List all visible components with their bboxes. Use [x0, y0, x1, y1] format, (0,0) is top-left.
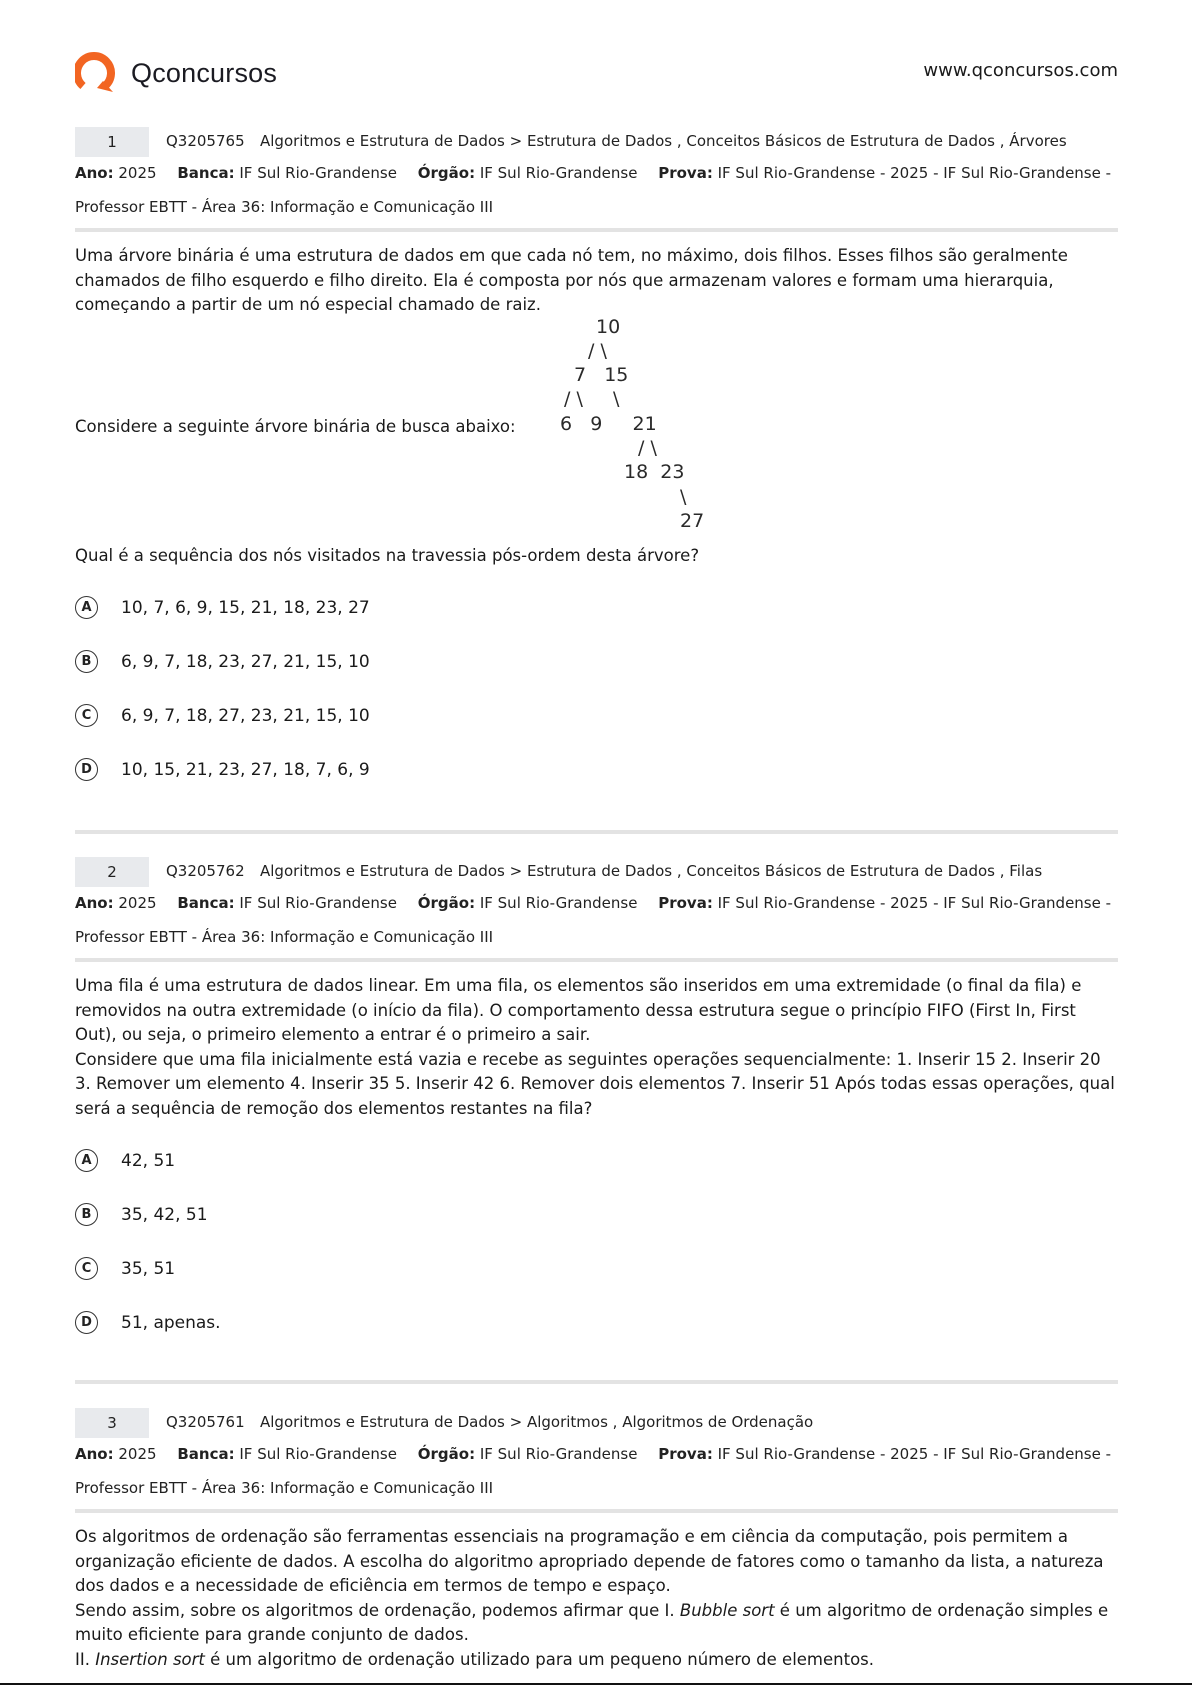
text-segment: é um algoritmo de ordenação simples e muito eficiente para grande conjunto de dados.: [75, 1600, 1109, 1644]
question-meta: [75, 158, 1118, 188]
option-letter-b[interactable]: B: [75, 650, 98, 673]
question-topic: Algoritmos e Estrutura de Dados > Estrutura de Dados , Conceitos Básicos de Estrutura de Dados , Filas: [260, 862, 1043, 880]
option-text: 35, 42, 51: [121, 1205, 208, 1225]
option-c[interactable]: [75, 1257, 1118, 1311]
option-text: 6, 9, 7, 18, 23, 27, 21, 15, 10: [121, 651, 370, 672]
orgao-value: IF Sul Rio-Grandense: [479, 164, 638, 182]
question-code-link[interactable]: Q3205765: [166, 132, 245, 150]
option-text: 10, 15, 21, 23, 27, 18, 7, 6, 9: [121, 759, 370, 780]
question-text: Uma árvore binária é uma estrutura de dados em que cada nó tem, no máximo, dois filhos. Esses filhos são geralmente chamados de filho esquerdo e filho direito. Ela é composta por nós que armazenam valores e formam uma hierarquia, começando a partir de um nó especial chamado de raiz.: [75, 246, 1068, 314]
banca-label: Banca:: [177, 1445, 235, 1463]
question-code-link[interactable]: Q3205762: [166, 862, 245, 880]
orgao-label: Órgão:: [417, 894, 476, 912]
prova-value: IF Sul Rio-Grandense - 2025 - IF Sul Rio-Grandense -: [717, 1445, 1112, 1463]
tree-node-27: 27: [680, 510, 705, 532]
option-text: 10, 7, 6, 9, 15, 21, 18, 23, 27: [121, 597, 370, 618]
ano-label: Ano:: [75, 1445, 114, 1463]
option-letter-c[interactable]: C: [75, 704, 98, 727]
question-text: Os algoritmos de ordenação são ferramentas essenciais na programação e em ciência da computação, pois permitem a organização eficiente de dados. A escolha do algoritmo apropriado depende de fatores como o tamanho da lista, a natureza dos dados e a necessidade de eficiência em termos de tempo e espaço.: [75, 1527, 1104, 1595]
option-a[interactable]: [75, 596, 1118, 650]
option-a[interactable]: [75, 1149, 1118, 1203]
prova-label: Prova:: [658, 164, 713, 182]
question-topic: Algoritmos e Estrutura de Dados > Algoritmos , Algoritmos de Ordenação: [260, 1413, 814, 1431]
ano-value: 2025: [118, 894, 157, 912]
prova-value: IF Sul Rio-Grandense - 2025 - IF Sul Rio-Grandense -: [717, 164, 1112, 182]
question-card-3: [75, 1408, 1118, 1672]
ano-label: Ano:: [75, 894, 114, 912]
orgao-label: Órgão:: [417, 1445, 476, 1463]
banca-value: IF Sul Rio-Grandense: [239, 1445, 397, 1463]
ano-label: Ano:: [75, 164, 114, 182]
text-segment: é um algoritmo de ordenação utilizado para um pequeno número de elementos.: [204, 1649, 875, 1669]
question-topic: Algoritmos e Estrutura de Dados > Estrutura de Dados , Conceitos Básicos de Estrutura de Dados , Árvores: [260, 132, 1067, 150]
tree-node-10: 10: [596, 316, 621, 338]
orgao-value: IF Sul Rio-Grandense: [479, 1445, 638, 1463]
question-meta: [75, 1439, 1118, 1469]
option-text: 6, 9, 7, 18, 27, 23, 21, 15, 10: [121, 705, 370, 726]
banca-value: IF Sul Rio-Grandense: [239, 164, 397, 182]
brand-name: Qconcursos: [131, 58, 278, 88]
term-bubble-sort: Bubble sort: [679, 1600, 775, 1620]
question-number: 2: [75, 857, 149, 887]
option-letter-a[interactable]: A: [75, 1149, 98, 1172]
question-card-2: [75, 857, 1118, 1365]
ano-value: 2025: [118, 1445, 157, 1463]
question-text-3: [75, 1648, 1118, 1673]
option-c[interactable]: [75, 704, 1118, 758]
prova-label: Prova:: [658, 894, 713, 912]
orgao-value: IF Sul Rio-Grandense: [479, 894, 638, 912]
question-prompt: Qual é a sequência dos nós visitados na travessia pós-ordem desta árvore?: [75, 546, 700, 565]
text-segment: Sendo assim, sobre os algoritmos de ordenação, podemos afirmar que I.: [75, 1600, 680, 1620]
option-letter-b[interactable]: B: [75, 1203, 98, 1226]
qconcursos-logo-icon: [75, 48, 119, 94]
banca-label: Banca:: [177, 164, 235, 182]
site-url-link[interactable]: www.qconcursos.com: [923, 60, 1118, 81]
question-meta: [75, 888, 1118, 918]
divider: [75, 228, 1118, 232]
question-text-2: [75, 1599, 1118, 1648]
binary-tree-figure: [560, 316, 720, 536]
prova-value: IF Sul Rio-Grandense - 2025 - IF Sul Rio-Grandense -: [717, 894, 1112, 912]
option-letter-c[interactable]: C: [75, 1257, 98, 1280]
option-text: 35, 51: [121, 1259, 176, 1279]
prova-label: Prova:: [658, 1445, 713, 1463]
orgao-label: Órgão:: [417, 164, 476, 182]
option-text: 51, apenas.: [121, 1313, 221, 1333]
prova-continuation: Professor EBTT - Área 36: Informação e Comunicação III: [75, 198, 494, 216]
text-segment: II.: [75, 1649, 96, 1669]
tree-row-18-23: 18 23: [624, 461, 685, 483]
option-d[interactable]: [75, 758, 1118, 812]
tree-edges: / \: [638, 437, 657, 459]
divider: [75, 958, 1118, 962]
tree-edge: \: [680, 486, 687, 508]
option-b[interactable]: [75, 1203, 1118, 1257]
question-card-1: [75, 127, 1118, 318]
question-1-prompt-block: [75, 544, 1118, 812]
option-letter-d[interactable]: D: [75, 758, 98, 781]
tree-row-6-9-21: 6 9 21: [560, 413, 657, 435]
option-b[interactable]: [75, 650, 1118, 704]
banca-value: IF Sul Rio-Grandense: [239, 894, 397, 912]
ano-value: 2025: [118, 164, 157, 182]
tree-row-7-15: 7 15: [574, 364, 629, 386]
consider-text: Considere a seguinte árvore binária de busca abaixo:: [75, 417, 516, 436]
banca-label: Banca:: [177, 894, 235, 912]
option-d[interactable]: [75, 1311, 1118, 1365]
term-insertion-sort: Insertion sort: [95, 1649, 205, 1669]
prova-continuation: Professor EBTT - Área 36: Informação e Comunicação III: [75, 1479, 494, 1497]
tree-edges: / \ \: [564, 388, 620, 410]
prova-continuation: Professor EBTT - Área 36: Informação e Comunicação III: [75, 928, 494, 946]
page-header: [75, 48, 1118, 100]
question-number: 3: [75, 1408, 149, 1438]
question-text: Uma fila é uma estrutura de dados linear. Em uma fila, os elementos são inseridos em uma extremidade (o final da fila) e removidos na outra extremidade (o início da fila). O comportamento dessa estrutura segue o princípio FIFO (First In, First Out), ou seja, o primeiro elemento a entrar é o primeiro a sair.: [75, 976, 1082, 1044]
divider: [75, 1509, 1118, 1513]
option-text: 42, 51: [121, 1151, 176, 1171]
question-text-2: Considere que uma fila inicialmente está vazia e recebe as seguintes operações sequencialmente: 1. Inserir 15 2. Inserir 20 3. Remover um elemento 4. Inserir 35 5. Inserir 42 6. Remover dois elementos 7. Inserir 51 Após todas essas operações, qual será a sequência de remoção dos elementos restantes na fila?: [75, 1049, 1115, 1118]
question-number: 1: [75, 127, 149, 157]
tree-edges: / \: [588, 340, 607, 362]
option-letter-a[interactable]: A: [75, 596, 98, 619]
question-separator: [75, 1380, 1118, 1384]
question-code-link[interactable]: Q3205761: [166, 1413, 245, 1431]
question-separator: [75, 830, 1118, 834]
option-letter-d[interactable]: D: [75, 1311, 98, 1334]
